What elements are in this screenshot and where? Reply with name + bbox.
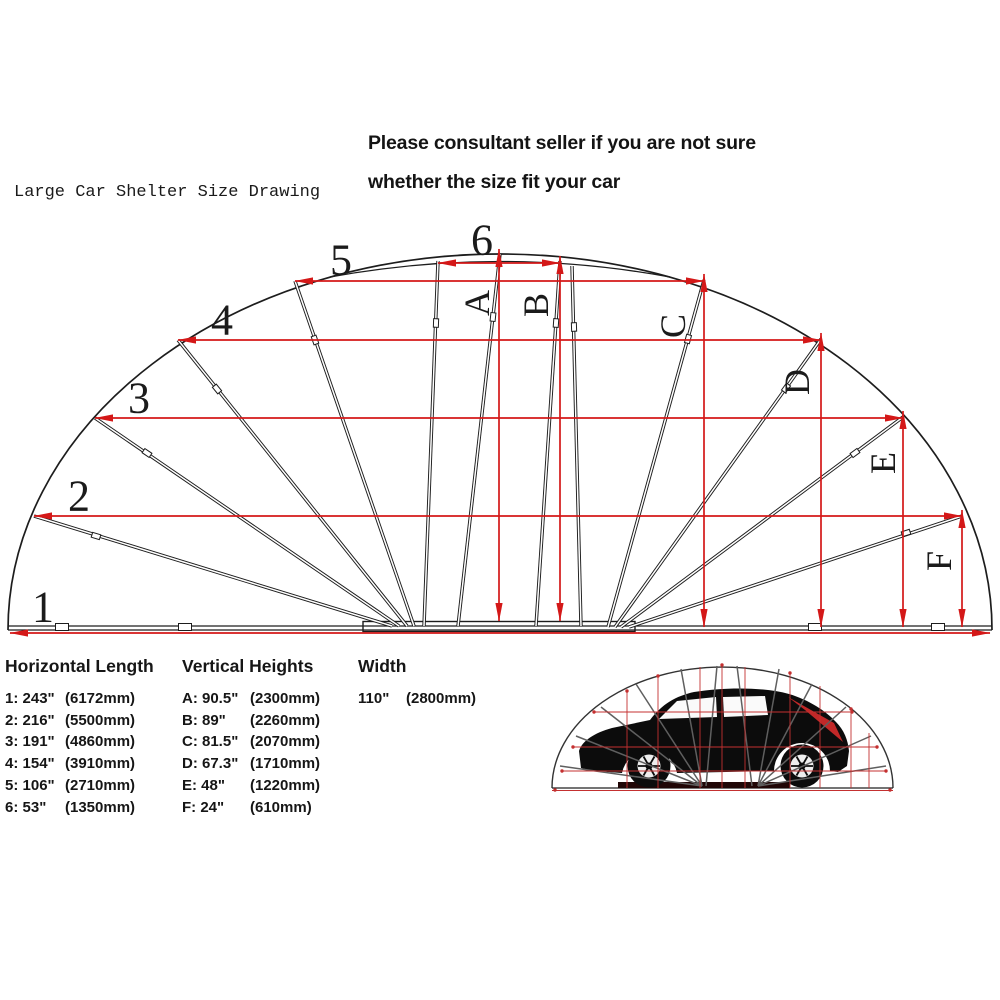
- horizontal-length-row: [5, 710, 154, 732]
- vertical-height-row: [182, 775, 320, 797]
- height-label-b: B: [516, 292, 556, 318]
- length-label-6: 6: [471, 215, 493, 265]
- dimension-imperial: 4: 154": [5, 755, 55, 773]
- car-shelter-thumbnail: [552, 663, 893, 791]
- dimension-imperial: 5: 106": [5, 776, 55, 794]
- length-label-3: 3: [128, 373, 150, 423]
- diagram-labels: [32, 216, 959, 632]
- dimension-imperial: E: 48": [182, 776, 225, 794]
- dimension-imperial: 6: 53": [5, 798, 47, 816]
- vertical-height-row: [182, 710, 320, 732]
- dimension-lines: [10, 249, 990, 633]
- horizontal-length-row: [5, 797, 154, 819]
- dimension-imperial: A: 90.5": [182, 690, 239, 707]
- rib-joint-marks: [91, 313, 911, 540]
- dimension-imperial: 1: 243": [5, 690, 55, 707]
- car-rear-window: [723, 696, 768, 717]
- drawing-title: Large Car Shelter Size Drawing: [14, 183, 321, 202]
- length-label-1: 1: [32, 582, 54, 632]
- width-title: Width: [358, 656, 407, 676]
- dimension-metric: (2260mm): [250, 711, 321, 729]
- height-label-c: C: [653, 313, 693, 339]
- height-label-a: A: [457, 290, 497, 316]
- horizontal-length-table: [5, 656, 154, 818]
- dome-arc: [8, 254, 992, 630]
- length-label-4: 4: [211, 295, 233, 345]
- dimension-imperial: 3: 191": [5, 733, 55, 751]
- dimension-metric: (1220mm): [250, 776, 321, 794]
- dimension-metric: (4860mm): [65, 733, 136, 751]
- dimension-metric: (2070mm): [250, 733, 321, 751]
- length-label-2: 2: [68, 471, 90, 521]
- horizontal-length-row: [5, 731, 154, 753]
- height-label-d: D: [777, 369, 817, 395]
- height-label-f: F: [919, 550, 959, 572]
- dimension-imperial: D: 67.3": [182, 755, 239, 773]
- width-row: [358, 688, 476, 710]
- dimension-metric: (6172mm): [65, 690, 136, 707]
- vertical-heights-table: [182, 656, 320, 818]
- height-label-e: E: [863, 452, 903, 474]
- horizontal-length-row: [5, 775, 154, 797]
- base-frame: [8, 622, 992, 632]
- dimension-imperial: C: 81.5": [182, 733, 239, 751]
- dimension-metric: (3910mm): [65, 755, 136, 773]
- dimension-imperial: F: 24": [182, 798, 225, 816]
- dimension-metric: (2800mm): [406, 690, 477, 707]
- vertical-height-row: [182, 731, 320, 753]
- vertical-height-row: [182, 797, 320, 819]
- dimension-metric: (5500mm): [65, 711, 136, 729]
- vertical-height-row: [182, 688, 320, 710]
- dimension-imperial: 110": [358, 690, 390, 707]
- vertical-heights-title: Vertical Heights: [182, 656, 314, 676]
- seller-notice-line2: whether the size fit your car: [368, 171, 621, 193]
- dimension-metric: (1710mm): [250, 755, 321, 773]
- length-label-5: 5: [330, 235, 352, 285]
- dimension-metric: (1350mm): [65, 798, 136, 816]
- seller-notice-line1: Please consultant seller if you are not sure: [368, 132, 756, 154]
- dimension-imperial: B: 89": [182, 711, 226, 729]
- vertical-height-row: [182, 753, 320, 775]
- shelter-ribs: [34, 254, 962, 627]
- horizontal-length-title: Horizontal Length: [5, 656, 154, 676]
- dimension-metric: (610mm): [250, 798, 312, 816]
- dimension-metric: (2300mm): [250, 690, 321, 707]
- dimension-imperial: 2: 216": [5, 711, 55, 729]
- outer-arc: [8, 254, 992, 630]
- horizontal-length-row: [5, 688, 154, 710]
- horizontal-length-row: [5, 753, 154, 775]
- dimension-metric: (2710mm): [65, 776, 136, 794]
- width-table: [358, 656, 476, 710]
